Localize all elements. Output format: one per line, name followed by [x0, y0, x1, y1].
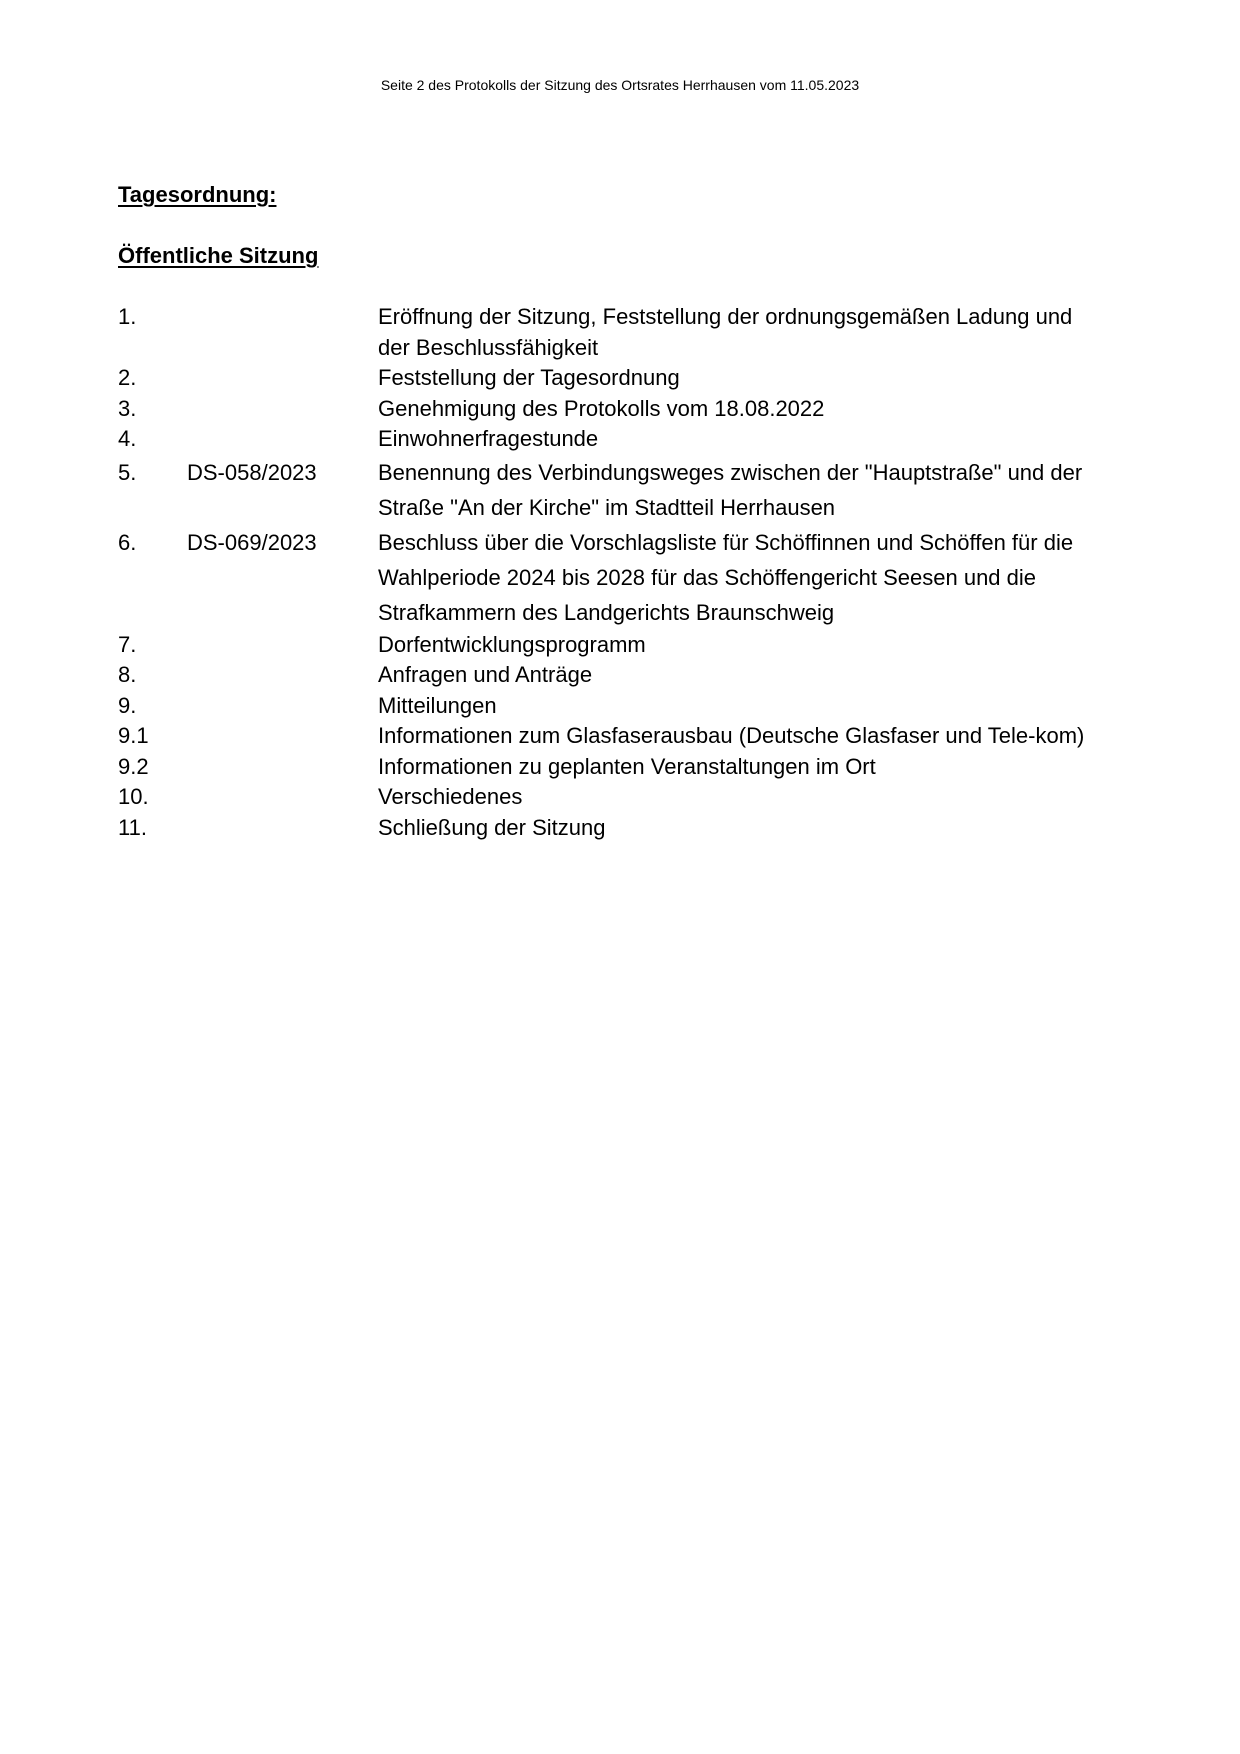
agenda-item-number: 9.1 [118, 723, 149, 748]
agenda-item-number: 7. [118, 631, 137, 657]
agenda-item-number: 5. [118, 459, 137, 485]
agenda-item-title: Mitteilungen [378, 692, 497, 718]
agenda-item-11 [118, 813, 1118, 844]
agenda-item-10 [118, 782, 1118, 813]
agenda-item-title: Informationen zum Glasfaserausbau (Deutsche Glasfaser und Tele-kom) [378, 723, 1085, 748]
agenda-item-number: 4. [118, 426, 137, 451]
agenda-item-4 [118, 424, 1118, 455]
agenda-item-title: Benennung des Verbindungsweges zwischen der "Hauptstraße" und der Straße "An der Kirche" im Stadtteil Herrhausen [378, 459, 1083, 520]
agenda-item-reference: DS-069/2023 [187, 529, 317, 555]
agenda-item-5 [118, 455, 1118, 525]
agenda-item-number: 10. [118, 784, 149, 809]
agenda-item-title: Beschluss über die Vorschlagsliste für Schöffinnen und Schöffen für die Wahlperiode 2024 bis 2028 für das Schöffengericht Seesen und die Strafkammern des Landgerichts Braunschweig [378, 529, 1074, 625]
agenda-item-title: Informationen zu geplanten Veranstaltungen im Ort [378, 753, 876, 779]
agenda-item-title: Genehmigung des Protokolls vom 18.08.2022 [378, 395, 825, 421]
agenda-item-6 [118, 525, 1118, 630]
agenda-item-number: 11. [118, 814, 147, 840]
agenda-item-number: 2. [118, 365, 137, 390]
agenda-item-number: 9.2 [118, 753, 149, 779]
agenda-item-9-1 [118, 721, 1118, 752]
running-header: Seite 2 des Protokolls der Sitzung des Ortsrates Herrhausen vom 11.05.2023 [380, 77, 860, 93]
agenda-item-9 [118, 691, 1118, 722]
agenda-item-number: 1. [118, 304, 137, 329]
agenda-item-8 [118, 660, 1118, 691]
agenda-item-number: 6. [118, 529, 137, 555]
agenda-item-title: Schließung der Sitzung [378, 814, 606, 840]
agenda-item-number: 8. [118, 662, 137, 687]
agenda-item-9-2 [118, 752, 1118, 783]
agenda-item-2 [118, 363, 1118, 394]
agenda-item-number: 3. [118, 395, 137, 421]
agenda-item-title: Anfragen und Anträge [378, 662, 593, 687]
agenda-heading: Tagesordnung: [118, 182, 277, 207]
agenda-item-1 [118, 302, 1118, 363]
agenda-item-reference: DS-058/2023 [187, 459, 317, 485]
agenda-item-number: 9. [118, 692, 137, 718]
agenda-list [118, 302, 1118, 843]
agenda-item-7 [118, 630, 1118, 661]
agenda-item-title: Verschiedenes [378, 784, 523, 809]
session-heading: Öffentliche Sitzung [118, 243, 319, 268]
agenda-item-title: Eröffnung der Sitzung, Feststellung der ordnungsgemäßen Ladung und der Beschlussfähigkeit [378, 304, 1073, 360]
agenda-item-title: Einwohnerfragestunde [378, 426, 599, 451]
agenda-item-title: Dorfentwicklungsprogramm [378, 631, 646, 657]
agenda-item-title: Feststellung der Tagesordnung [378, 365, 680, 390]
agenda-item-3 [118, 394, 1118, 425]
